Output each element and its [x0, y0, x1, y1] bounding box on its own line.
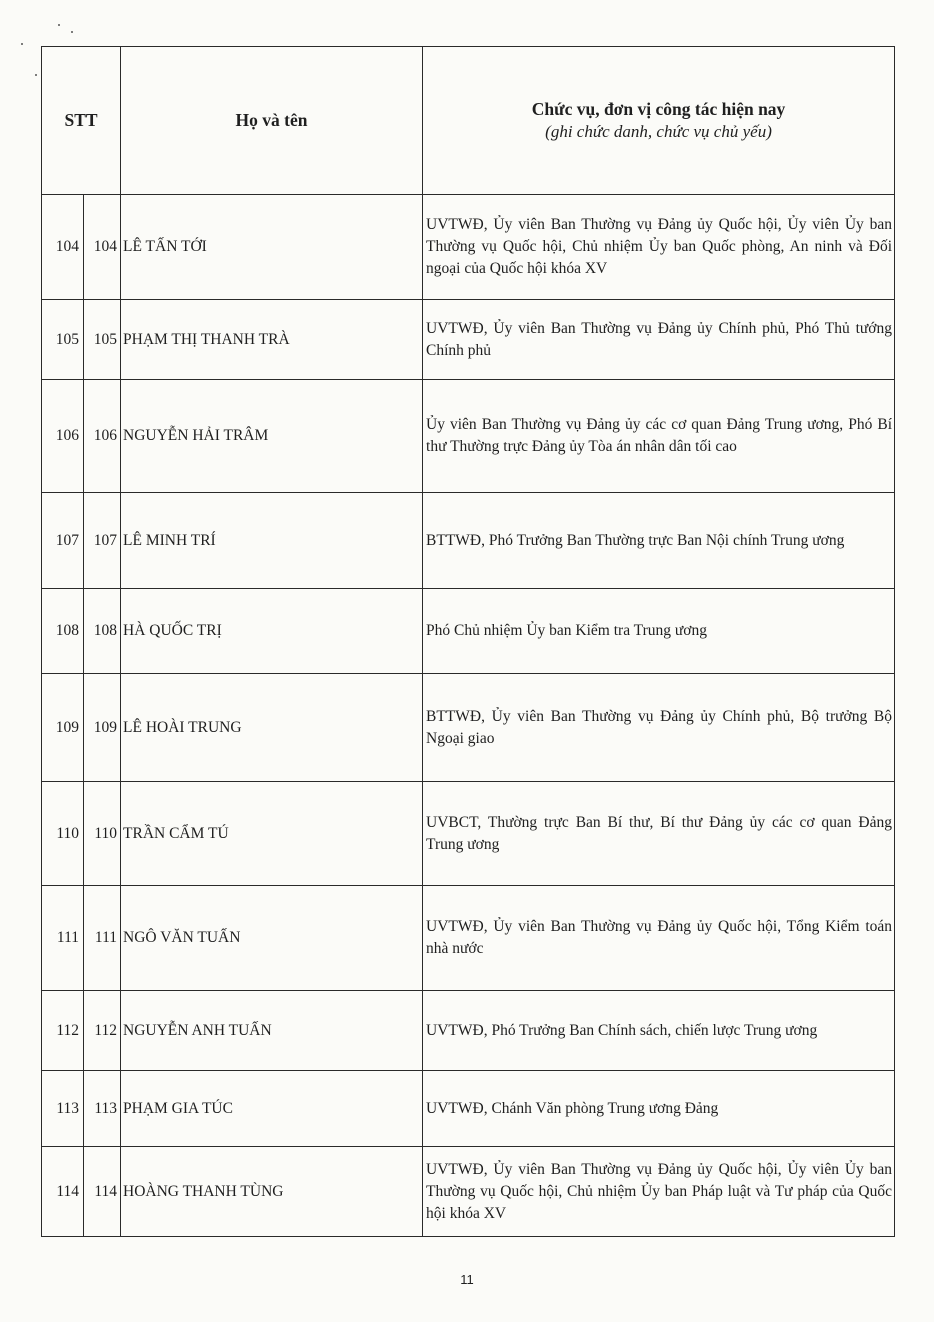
full-name: LÊ MINH TRÍ: [121, 493, 423, 589]
header-position: [423, 47, 895, 195]
stt-number-secondary: 110: [84, 782, 121, 886]
full-name: PHẠM GIA TÚC: [121, 1071, 423, 1147]
stt-number: 110: [42, 782, 84, 886]
table-row: [42, 493, 895, 589]
stt-number: 104: [42, 195, 84, 300]
stt-number-secondary: 107: [84, 493, 121, 589]
header-name: Họ và tên: [121, 47, 423, 195]
position-text: Ủy viên Ban Thường vụ Đảng ủy các cơ quan Đảng Trung ương, Phó Bí thư Thường trực Đảng ủy Tòa án nhân dân tối cao: [423, 380, 895, 493]
full-name: LÊ TẤN TỚI: [121, 195, 423, 300]
table-row: [42, 991, 895, 1071]
header-position-note: (ghi chức danh, chức vụ chủ yếu): [545, 122, 772, 141]
stt-number: 114: [42, 1147, 84, 1237]
full-name: TRẦN CẨM TÚ: [121, 782, 423, 886]
table-row: [42, 674, 895, 782]
scan-speck: [35, 74, 37, 76]
stt-number: 111: [42, 886, 84, 991]
position-text: UVTWĐ, Ủy viên Ban Thường vụ Đảng ủy Quốc hội, Ủy viên Ủy ban Thường vụ Quốc hội, Chủ nhiệm Ủy ban Pháp luật và Tư pháp của Quốc hội khóa XV: [423, 1147, 895, 1237]
stt-number: 105: [42, 300, 84, 380]
scan-speck: [21, 43, 23, 45]
position-text: BTTWĐ, Ủy viên Ban Thường vụ Đảng ủy Chính phủ, Bộ trưởng Bộ Ngoại giao: [423, 674, 895, 782]
full-name: NGUYỄN HẢI TRÂM: [121, 380, 423, 493]
scan-speck: [58, 24, 60, 26]
header-stt: STT: [42, 47, 121, 195]
full-name: NGUYỄN ANH TUẤN: [121, 991, 423, 1071]
position-text: UVTWĐ, Phó Trưởng Ban Chính sách, chiến lược Trung ương: [423, 991, 895, 1071]
table-row: [42, 1147, 895, 1237]
full-name: LÊ HOÀI TRUNG: [121, 674, 423, 782]
position-text: UVTWĐ, Ủy viên Ban Thường vụ Đảng ủy Chính phủ, Phó Thủ tướng Chính phủ: [423, 300, 895, 380]
stt-number: 108: [42, 589, 84, 674]
stt-number-secondary: 106: [84, 380, 121, 493]
full-name: NGÔ VĂN TUẤN: [121, 886, 423, 991]
stt-number-secondary: 113: [84, 1071, 121, 1147]
table-row: [42, 195, 895, 300]
full-name: HÀ QUỐC TRỊ: [121, 589, 423, 674]
stt-number-secondary: 111: [84, 886, 121, 991]
table-row: [42, 300, 895, 380]
stt-number-secondary: 108: [84, 589, 121, 674]
stt-number-secondary: 105: [84, 300, 121, 380]
position-text: UVTWĐ, Ủy viên Ban Thường vụ Đảng ủy Quốc hội, Ủy viên Ủy ban Thường vụ Quốc hội, Chủ nhiệm Ủy ban Quốc phòng, An ninh và Đối ngoại của Quốc hội khóa XV: [423, 195, 895, 300]
table-row: [42, 886, 895, 991]
stt-number: 113: [42, 1071, 84, 1147]
stt-number-secondary: 104: [84, 195, 121, 300]
stt-number: 106: [42, 380, 84, 493]
candidate-table: [41, 46, 895, 1237]
position-text: UVTWĐ, Ủy viên Ban Thường vụ Đảng ủy Quốc hội, Tổng Kiểm toán nhà nước: [423, 886, 895, 991]
full-name: PHẠM THỊ THANH TRÀ: [121, 300, 423, 380]
header-position-title: Chức vụ, đơn vị công tác hiện nay: [531, 99, 786, 119]
position-text: BTTWĐ, Phó Trưởng Ban Thường trực Ban Nội chính Trung ương: [423, 493, 895, 589]
stt-number-secondary: 109: [84, 674, 121, 782]
table-row: [42, 380, 895, 493]
stt-number-secondary: 112: [84, 991, 121, 1071]
stt-number: 109: [42, 674, 84, 782]
position-text: Phó Chủ nhiệm Ủy ban Kiểm tra Trung ương: [423, 589, 895, 674]
table-row: [42, 589, 895, 674]
position-text: UVBCT, Thường trực Ban Bí thư, Bí thư Đảng ủy các cơ quan Đảng Trung ương: [423, 782, 895, 886]
stt-number: 112: [42, 991, 84, 1071]
table-row: [42, 1071, 895, 1147]
table-header-row: [42, 47, 895, 195]
table-row: [42, 782, 895, 886]
stt-number: 107: [42, 493, 84, 589]
scan-speck: [71, 31, 73, 33]
position-text: UVTWĐ, Chánh Văn phòng Trung ương Đảng: [423, 1071, 895, 1147]
page-number: 11: [460, 1272, 474, 1287]
full-name: HOÀNG THANH TÙNG: [121, 1147, 423, 1237]
stt-number-secondary: 114: [84, 1147, 121, 1237]
